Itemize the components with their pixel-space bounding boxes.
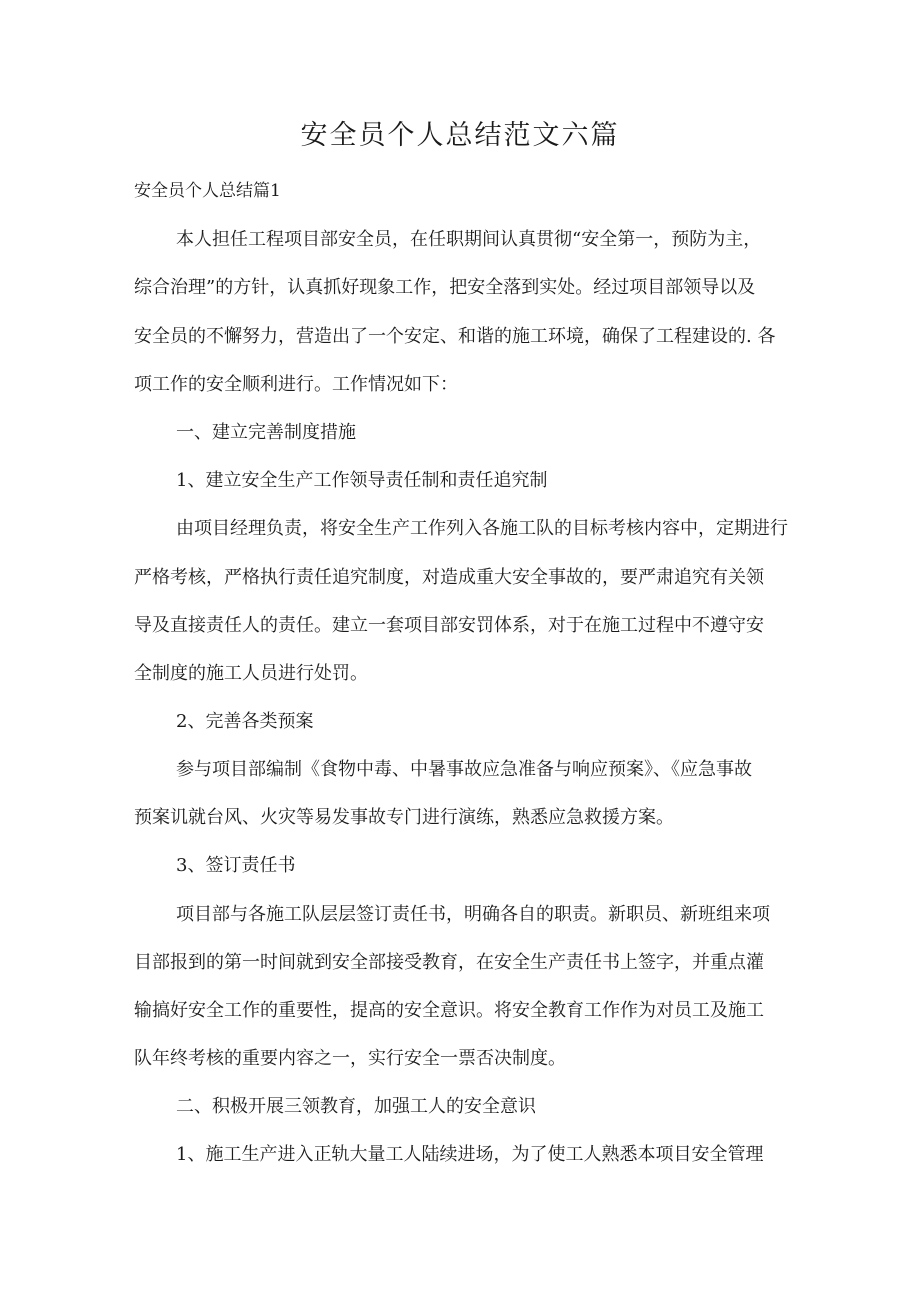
text-line: 项工作的安全顺利进行。工作情况如下： [134, 374, 458, 395]
section-subtitle: 安全员个人总结篇1 [134, 181, 281, 201]
subsection-heading: 3、签订责任书 [176, 855, 296, 876]
text-line: 预案讥就台风、火灾等易发事故专门进行演练，熟悉应急救援方案。 [134, 807, 674, 828]
text-line: 输搞好安全工作的重要性，提高的安全意识。将安全教育工作作为对员工及施工 [134, 1000, 764, 1021]
section-heading: 二、积极开展三领教育，加强工人的安全意识 [176, 1096, 536, 1117]
text-line: 队年终考核的重要内容之一，实行安全一票否决制度。 [134, 1048, 566, 1069]
text-line: 1、施工生产进入正轨大量工人陆续进场，为了使工人熟悉本项目安全管理 [176, 1144, 764, 1165]
text-line: 由项目经理负责，将安全生产工作列入各施工队的目标考核内容中，定期进行 [176, 518, 788, 539]
text-line: 安全员的不懈努力，营造出了一个安定、和谐的施工环境，确保了工程建设的. 各 [134, 326, 776, 347]
text-line: 全制度的施工人员进行处罚。 [134, 663, 368, 684]
text-line: 目部报到的第一时间就到安全部接受教育，在安全生产责任书上签字，并重点灌 [134, 952, 764, 973]
text-line: 综合治理”的方针，认真抓好现象工作，把安全落到实处。经过项目部领导以及 [134, 277, 756, 298]
subsection-heading: 2、完善各类预案 [176, 711, 314, 732]
subsection-heading: 1、建立安全生产工作领导责任制和责任追究制 [176, 470, 548, 491]
text-line: 项目部与各施工队层层签订责任书，明确各自的职责。新职员、新班组来项 [176, 904, 770, 925]
document-title: 安全员个人总结范文六篇 [300, 120, 620, 151]
text-line: 本人担任工程项目部安全员，在任职期间认真贯彻“安全第一，预防为主， [176, 229, 762, 250]
text-line: 参与项目部编制《食物中毒、中暑事故应急准备与响应预案》、《应急事故 [176, 759, 752, 780]
text-line: 导及直接责任人的责任。建立一套项目部安罚体系，对于在施工过程中不遵守安 [134, 615, 764, 636]
text-line: 严格考核，严格执行责任追究制度，对造成重大安全事故的，要严肃追究有关领 [134, 567, 764, 588]
section-heading: 一、建立完善制度措施 [176, 422, 356, 443]
